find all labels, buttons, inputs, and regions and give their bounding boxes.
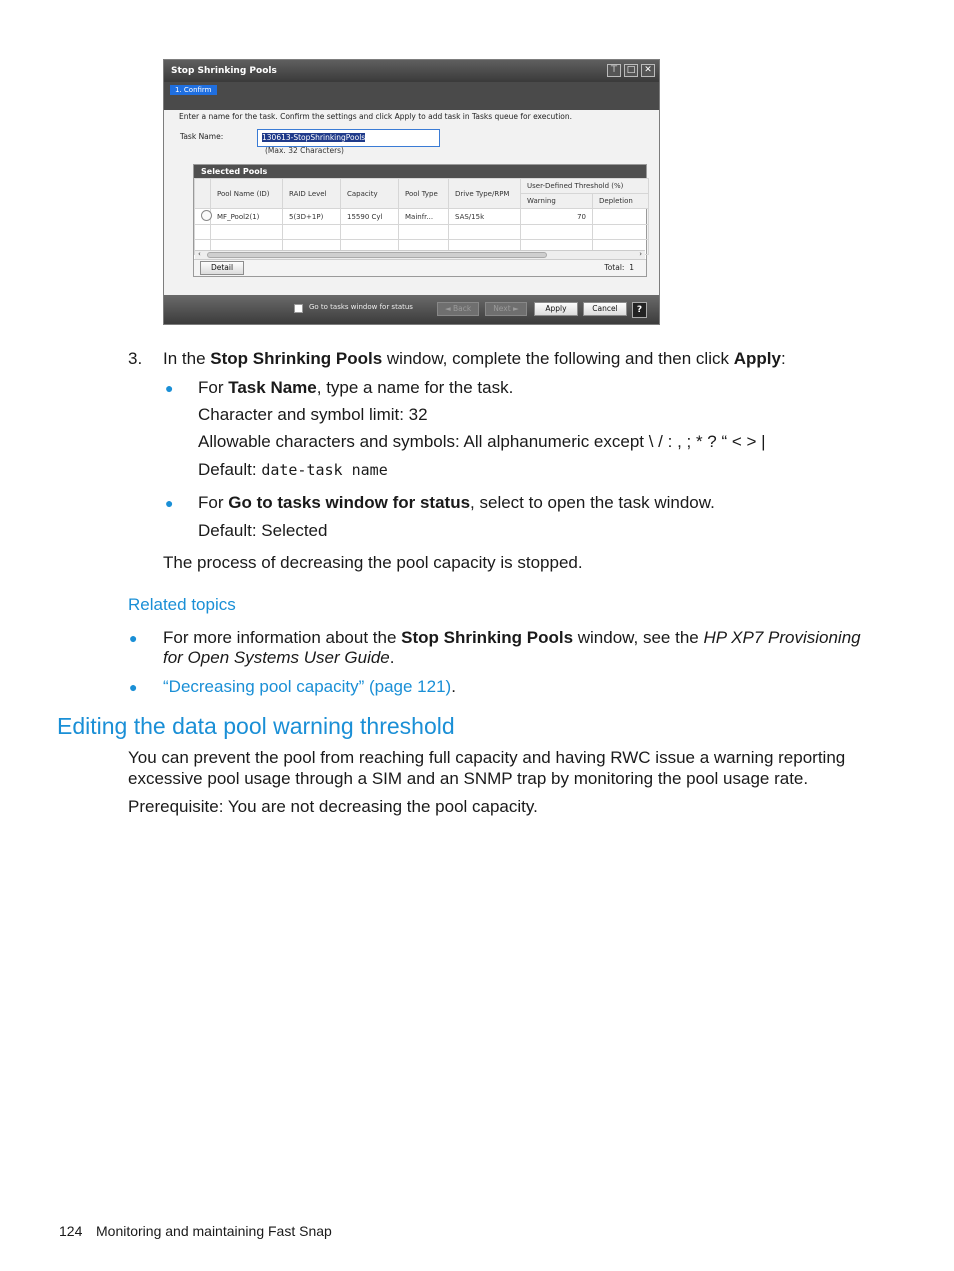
col-warning[interactable]: Warning [521,194,593,209]
cell-depletion [593,209,649,225]
related-item-link: “Decreasing pool capacity” (page 121). [163,677,456,696]
scroll-thumb[interactable] [207,252,547,258]
prerequisite-text: Prerequisite: You are not decreasing the pool capacity. [128,797,538,816]
bullet-icon: ● [129,630,138,646]
task-name-label: Task Name: [180,132,224,141]
process-text: The process of decreasing the pool capacity is stopped. [163,553,583,572]
col-pool-name[interactable]: Pool Name (ID) [211,179,283,209]
col-raid-level[interactable]: RAID Level [283,179,341,209]
col-drive-type[interactable]: Drive Type/RPM [449,179,521,209]
close-icon[interactable]: ✕ [641,64,655,77]
default-selected-text: Default: Selected [198,521,328,540]
page-number: 124 [59,1223,83,1239]
col-capacity[interactable]: Capacity [341,179,399,209]
stop-shrinking-pools-dialog [163,59,660,325]
cell-capacity: 15590 Cyl [341,209,399,225]
window-controls [607,64,655,77]
grid-footer [194,259,646,276]
total-count [604,263,634,272]
apply-button[interactable]: Apply [534,302,578,316]
cell-warning: 70 [521,209,593,225]
cell-drive-type: SAS/15k [449,209,521,225]
maximize-icon[interactable]: □ [624,64,638,77]
empty-row [195,225,649,240]
radio-button[interactable] [201,210,212,221]
detail-button[interactable]: Detail [200,261,244,275]
cell-raid-level: 5(3D+1P) [283,209,341,225]
back-button[interactable]: ◄ Back [437,302,479,316]
allowable-chars-text: Allowable characters and symbols: All alphanumeric except \ / : , ; * ? “ < > | [198,432,766,451]
horizontal-scrollbar[interactable] [195,250,645,259]
col-depletion[interactable]: Depletion [593,194,649,209]
go-to-tasks-checkbox[interactable] [294,304,303,313]
related-item-guide: For more information about the Stop Shrinking Pools window, see the HP XP7 Provisioning [163,628,861,647]
scroll-left-icon[interactable]: ‹ [198,250,201,258]
pin-icon[interactable]: ⊤ [607,64,621,77]
bullet-task-name: For Task Name, type a name for the task. [198,378,514,397]
col-threshold-group: User-Defined Threshold (%) [521,179,649,194]
pools-table [194,178,649,255]
intro-paragraph-line-2: excessive pool usage through a SIM and an SNMP trap by monitoring the pool usage rate. [128,769,809,788]
decreasing-pool-capacity-link[interactable]: “Decreasing pool capacity” (page 121) [163,677,452,696]
col-pool-type[interactable]: Pool Type [399,179,449,209]
task-name-hint: (Max. 32 Characters) [265,146,344,155]
cell-pool-name: MF_Pool2(1) [211,209,283,225]
section-heading: Editing the data pool warning threshold [57,713,455,739]
related-topics-heading: Related topics [128,595,236,614]
default-task-name-text: Default: date-task name [198,460,388,479]
footer-title: Monitoring and maintaining Fast Snap [96,1223,332,1239]
grid-caption: Selected Pools [194,165,646,178]
go-to-tasks-label: Go to tasks window for status [309,303,413,311]
table-row[interactable] [195,209,649,225]
scroll-right-icon[interactable]: › [639,250,642,258]
dialog-instruction: Enter a name for the task. Confirm the settings and click Apply to add task in Tasks queue for execution. [179,112,573,121]
bullet-icon: ● [165,380,174,396]
cell-pool-type: Mainfr... [399,209,449,225]
step-3-text: In the Stop Shrinking Pools window, complete the following and then click Apply: [163,349,786,368]
dialog-title: Stop Shrinking Pools [164,60,659,82]
total-value: 1 [629,263,634,272]
wizard-steps [164,82,659,110]
step-3-number: 3. [128,349,143,368]
total-label: Total: [604,263,625,272]
cancel-button[interactable]: Cancel [583,302,627,316]
select-col-header [195,179,211,209]
dialog-button-bar [164,295,659,324]
step-confirm[interactable]: 1. Confirm [170,85,217,95]
related-item-guide-cont: for Open Systems User Guide. [163,648,395,667]
bullet-go-to-tasks: For Go to tasks window for status, select to open the task window. [198,493,715,512]
char-limit-text: Character and symbol limit: 32 [198,405,428,424]
row-select[interactable] [195,209,211,225]
bullet-icon: ● [165,495,174,511]
selected-pools-grid [193,164,647,277]
task-name-value: 130613-StopShrinkingPools [262,133,366,142]
intro-paragraph-line-1: You can prevent the pool from reaching full capacity and having RWC issue a warning reporting [128,748,846,767]
help-button[interactable]: ? [632,302,647,318]
bullet-icon: ● [129,679,138,695]
task-name-input[interactable] [257,129,440,147]
next-button[interactable]: Next ► [485,302,527,316]
